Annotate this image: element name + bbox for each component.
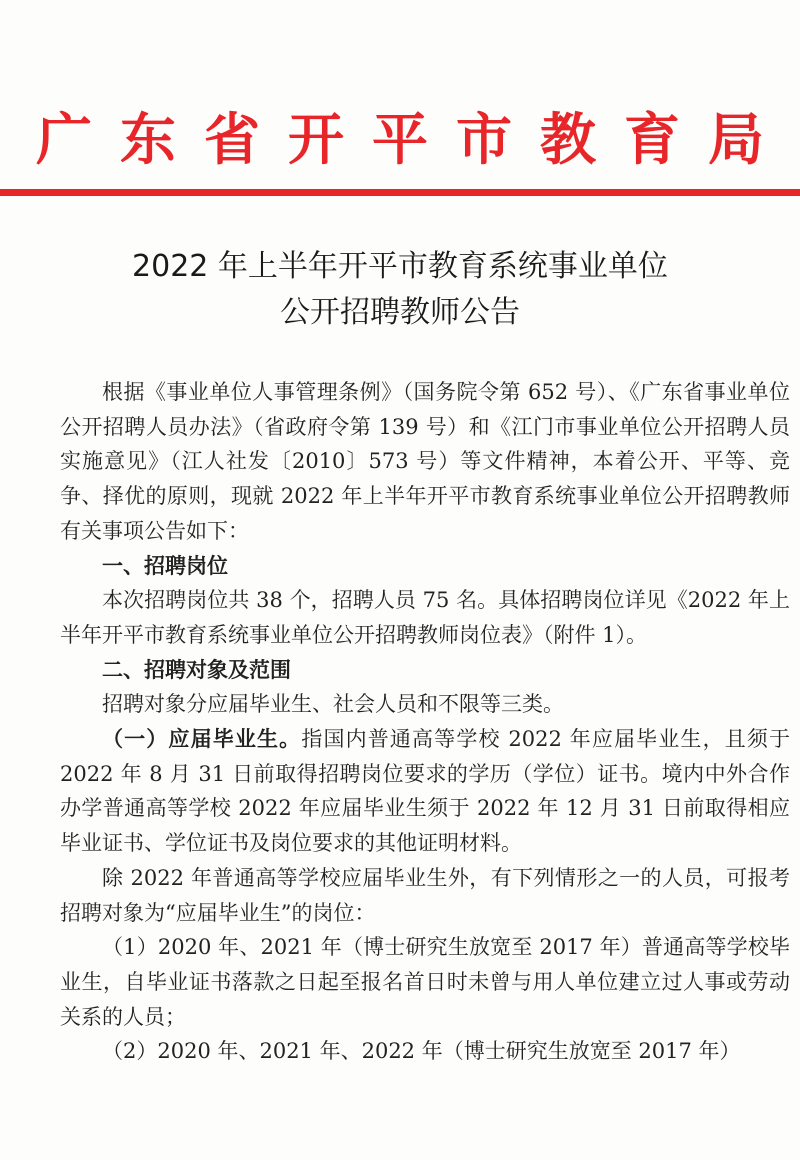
list-item-1: （1）2020 年、2021 年（博士研究生放宽至 2017 年）普通高等学校毕业生，自毕业证书落款之日起至报名首日时未曾与用人单位建立过人事或劳动关系的人员；: [60, 935, 790, 1029]
paragraph-categories: 招聘对象分应届毕业生、社会人员和不限等三类。: [102, 692, 564, 717]
section-heading-1: 一、招聘岗位: [102, 553, 228, 578]
document-title: [0, 244, 800, 336]
section-heading-2: 二、招聘对象及范围: [102, 657, 291, 682]
paragraph-fresh-graduates: [60, 722, 790, 861]
intro-paragraph: 根据《事业单位人事管理条例》（国务院令第 652 号）、《广东省事业单位公开招聘人员办法》（省政府令第 139 号）和《江门市事业单位公开招聘人员实施意见》（江人社发〔2010〕573 号）等文件精神，本着公开、平等、竞争、择优的原则，现就 2022 年上半年开平市教育系统事业单位公开招聘教师有关事项公告如下：: [60, 380, 790, 543]
title-line-1: 2022 年上半年开平市教育系统事业单位: [132, 249, 668, 284]
red-divider-line: [0, 189, 800, 196]
fresh-graduates-text: 指国内普通高等学校 2022 年应届毕业生，且须于 2022 年 8 月 31 日前取得招聘岗位要求的学历（学位）证书。境内中外合作办学普通高等学校 2022 年应届毕业生须于 2022 年 12 月 31 日前取得相应毕业证书、学位证书及岗位要求的其他证明材料。: [60, 727, 791, 856]
document-body: [60, 375, 790, 1069]
title-line-2: 公开招聘教师公告: [280, 295, 520, 330]
paragraph-positions: 本次招聘岗位共 38 个，招聘人员 75 名。具体招聘岗位详见《2022 年上半年开平市教育系统事业单位公开招聘教师岗位表》（附件 1）。: [60, 588, 790, 647]
org-letterhead: 广东省开平市教育局: [36, 107, 792, 173]
paragraph-exceptions: 除 2022 年普通高等学校应届毕业生外，有下列情形之一的人员，可报考招聘对象为“应届毕业生”的岗位：: [60, 865, 790, 925]
subheading-fresh-graduates: （一）应届毕业生。: [102, 727, 302, 752]
list-item-2: （2）2020 年、2021 年、2022 年（博士研究生放宽至 2017 年）: [102, 1039, 741, 1064]
